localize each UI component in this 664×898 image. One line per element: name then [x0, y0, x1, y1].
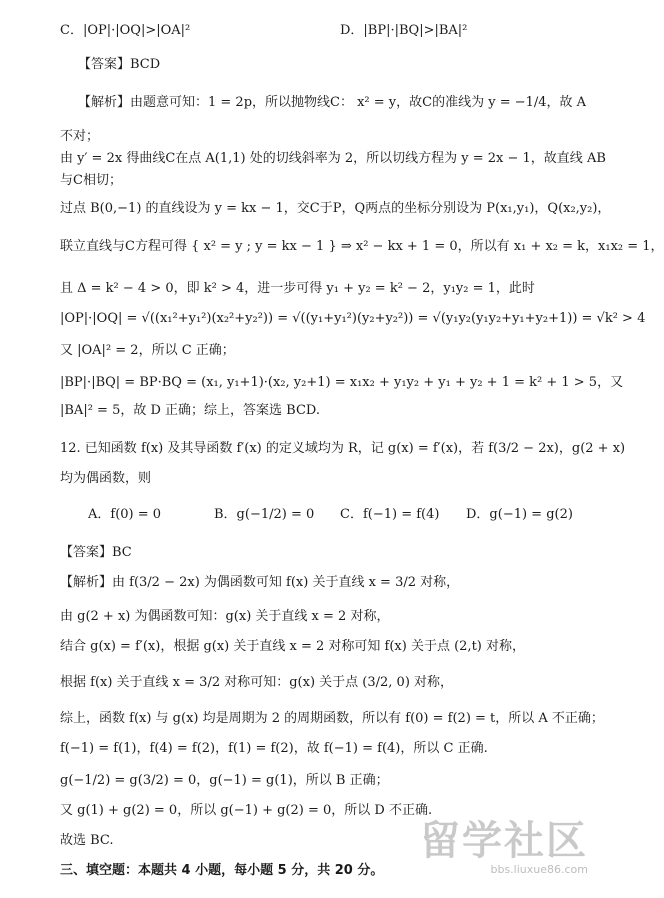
text-line-opt-c-11: C．|OP|·|OQ|>|OA|²: [60, 23, 191, 38]
text-line-sol-12-8: 又 g(1) + g(2) = 0，所以 g(−1) + g(2) = 0，所以 D 不正确.: [60, 803, 433, 818]
text-line-answer-12: 【答案】BC: [60, 545, 132, 560]
text-line-sol-11-7: 且 Δ = k² − 4 > 0，即 k² > 4，进一步可得 y₁ + y₂ = k² − 2，y₁y₂ = 1，此时: [60, 281, 535, 296]
text-line-sol-11-3: 由 y′ = 2x 得曲线C在点 A(1,1) 处的切线斜率为 2，所以切线方程为 y = 2x − 1，故直线 AB: [60, 151, 606, 166]
text-line-sol-11-1: 【解析】由题意可知：1 = 2p，所以抛物线C： x² = y，故C的准线为 y = −1/4，故 A: [78, 95, 587, 110]
watermark: [420, 819, 588, 876]
text-line-opt-b-12: B．g(−1/2) = 0: [214, 507, 315, 522]
text-line-section-3: 三、填空题：本题共 4 小题，每小题 5 分，共 20 分。: [60, 863, 384, 878]
text-line-opt-d-11: D．|BP|·|BQ|>|BA|²: [340, 23, 468, 38]
text-line-sol-12-2: 由 g(2 + x) 为偶函数可知：g(x) 关于直线 x = 2 对称，: [60, 609, 390, 624]
text-line-opt-c-12: C．f(−1) = f(4): [340, 507, 440, 522]
text-line-answer-11: 【答案】BCD: [78, 57, 161, 72]
text-line-opt-a-12: A．f(0) = 0: [88, 507, 162, 522]
text-line-sol-11-5: 过点 B(0,−1) 的直线设为 y = kx − 1，交C于P，Q两点的坐标分别设为 P(x₁,y₁)，Q(x₂,y₂)，: [60, 201, 611, 216]
text-line-sol-11-11: |BA|² = 5，故 D 正确；综上，答案选 BCD.: [60, 403, 320, 418]
text-line-sol-11-9: 又 |OA|² = 2，所以 C 正确；: [60, 343, 235, 358]
text-line-sol-12-5: 综上，函数 f(x) 与 g(x) 均是周期为 2 的周期函数，所以有 f(0) = f(2) = t，所以 A 不正确；: [60, 711, 604, 726]
text-line-sol-12-7: g(−1/2) = g(3/2) = 0，g(−1) = g(1)，所以 B 正确；: [60, 773, 389, 788]
text-line-sol-12-3: 结合 g(x) = f′(x)，根据 g(x) 关于直线 x = 2 对称可知 f(x) 关于点 (2,t) 对称，: [60, 639, 525, 654]
text-line-q12-2: 均为偶函数，则: [60, 471, 152, 486]
text-line-sol-11-10: |BP|·|BQ| = BP·BQ = (x₁, y₁+1)·(x₂, y₂+1) = x₁x₂ + y₁y₂ + y₁ + y₂ + 1 = k² + 1 > 5，又: [60, 375, 624, 390]
text-line-q12-1: 12. 已知函数 f(x) 及其导函数 f′(x) 的定义域均为 R，记 g(x) = f′(x)，若 f(3/2 − 2x)，g(2 + x): [60, 441, 626, 456]
text-line-sol-11-4: 与C相切；: [60, 173, 122, 188]
watermark-logo: 留学社区: [420, 818, 588, 864]
text-line-sol-12-6: f(−1) = f(1)，f(4) = f(2)，f(1) = f(2)，故 f(−1) = f(4)，所以 C 正确.: [60, 741, 488, 756]
text-line-sol-11-6: 联立直线与C方程可得 { x² = y ; y = kx − 1 } ⇒ x² − kx + 1 = 0，所以有 x₁ + x₂ = k，x₁x₂ = 1，: [60, 239, 664, 254]
watermark-url: bbs.liuxue86.com: [490, 863, 588, 876]
text-line-opt-d-12: D．g(−1) = g(2): [466, 507, 573, 522]
text-line-sol-12-4: 根据 f(x) 关于直线 x = 3/2 对称可知：g(x) 关于点 (3/2, 0) 对称，: [60, 675, 454, 690]
text-line-sol-11-2: 不对；: [60, 129, 100, 144]
text-line-sol-12-9: 故选 BC.: [60, 833, 114, 848]
text-line-sol-11-8: |OP|·|OQ| = √((x₁²+y₁²)(x₂²+y₂²)) = √((y₁+y₁²)(y₂+y₂²)) = √(y₁y₂(y₁y₂+y₁+y₂+1)) = √k² > 4: [60, 311, 646, 326]
text-line-sol-12-1: 【解析】由 f(3/2 − 2x) 为偶函数可知 f(x) 关于直线 x = 3/2 对称，: [60, 575, 460, 590]
